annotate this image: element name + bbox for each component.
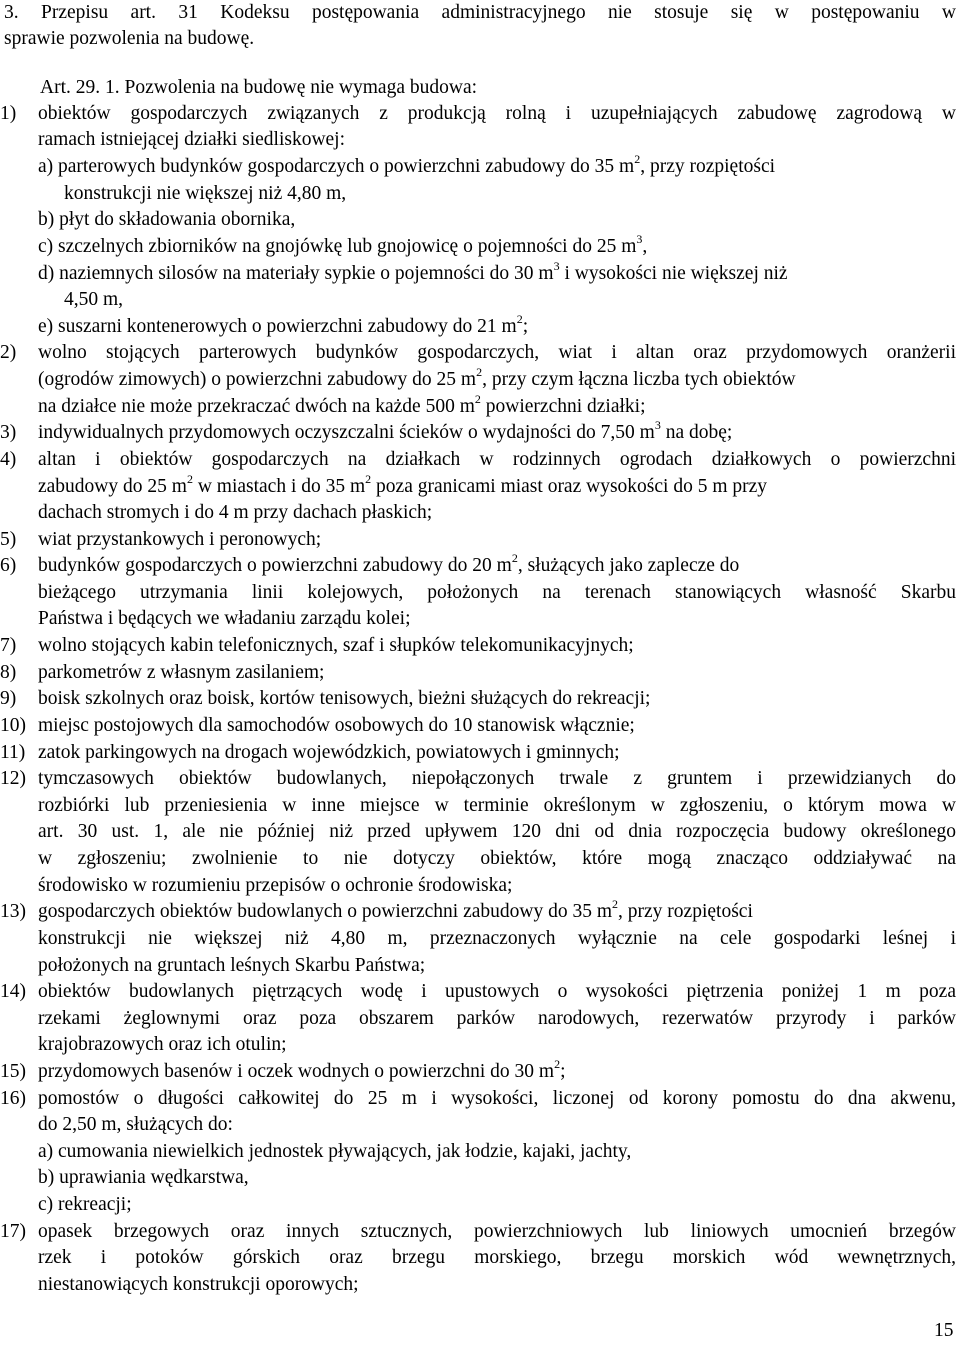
item-number: 8) — [0, 662, 17, 683]
item-text: ramach istniejącej działki siedliskowej: — [38, 129, 346, 150]
item-text: środowisko w rozumieniu przepisów o ochronie środowiska; — [38, 875, 513, 896]
item-text: rzekami żeglownymi oraz poza obszarem parków narodowych, rezerwatów przyrody i parków — [38, 1008, 956, 1029]
item-text: boisk szkolnych oraz boisk, kortów tenisowych, bieżni służących do rekreacji; — [38, 688, 651, 709]
sub-item: c) rekreacji; — [38, 1194, 132, 1215]
item-text: (ogrodów zimowych) o powierzchni zabudowy do 25 $m^2$, przy czym łączna liczba tych obiektów — [38, 364, 796, 390]
item-number: 13) — [0, 901, 26, 922]
sub-item-text: konstrukcji nie większej niż 4,80 m, — [64, 183, 347, 204]
item-number: 14) — [0, 981, 26, 1002]
sub-item: b) płyt do składowania obornika, — [38, 209, 296, 230]
item-text: na działce nie może przekraczać dwóch na każde 500 $m^2$ powierzchni działki; — [38, 391, 646, 417]
sub-item: e) suszarni kontenerowych o powierzchni zabudowy do 21 $m^2$; — [38, 311, 529, 337]
item-text: Państwa i będących we władaniu zarządu kolei; — [38, 608, 411, 629]
item-number: 1) — [0, 103, 17, 124]
item-number: 15) — [0, 1061, 26, 1082]
item-number: 12) — [0, 768, 26, 789]
item-text: położonych na gruntach leśnych Skarbu Państwa; — [38, 955, 426, 976]
item-number: 11) — [0, 742, 26, 763]
item-text: rozbiórki lub przeniesienia w inne miejsce w terminie określonym w zgłoszeniu, o którym mowa w — [38, 795, 956, 816]
item-number: 6) — [0, 555, 17, 576]
item-text: przydomowych basenów i oczek wodnych o powierzchni do 30 $m^2$; — [38, 1056, 566, 1082]
item-text: do 2,50 m, służących do: — [38, 1114, 233, 1135]
item-text: bieżącego utrzymania linii kolejowych, położonych na terenach stanowiących własność Skarbu — [38, 582, 956, 603]
item-number: 9) — [0, 688, 17, 709]
item-text: budynków gospodarczych o powierzchni zabudowy do 20 $m^2$, służących jako zaplecze do — [38, 550, 740, 576]
item-text: w zgłoszeniu; zwolnienie to nie dotyczy obiektów, które mogą znacząco oddziaływać na — [38, 848, 956, 869]
item-text: indywidualnych przydomowych oczyszczalni ścieków o wydajności do 7,50 $m^3$ na dobę; — [38, 417, 733, 443]
item-text: zabudowy do 25 $m^2$ w miastach i do 35 $m^2$ poza granicami miast oraz wysokości do 5 m przy — [38, 471, 768, 497]
article-heading: Art. 29. 1. Pozwolenia na budowę nie wymaga budowa: — [40, 77, 478, 98]
item-number: 3) — [0, 422, 17, 443]
item-number: 7) — [0, 635, 17, 656]
item-text: gospodarczych obiektów budowlanych o powierzchni zabudowy do 35 $m^2$, przy rozpiętości — [38, 896, 753, 922]
item-text: krajobrazowych oraz ich otulin; — [38, 1034, 287, 1055]
item-number: 5) — [0, 529, 17, 550]
sub-item-text: 4,50 m, — [64, 289, 124, 310]
item-number: 4) — [0, 449, 17, 470]
item-text: art. 30 ust. 1, ale nie później niż przed upływem 120 dni od dnia rozpoczęcia budowy określonego — [38, 821, 956, 842]
item-text: obiektów gospodarczych związanych z produkcją rolną i uzupełniających zabudowę zagrodową w — [38, 103, 956, 124]
intro-line: sprawie pozwolenia na budowę. — [4, 28, 255, 49]
intro-line: 3. Przepisu art. 31 Kodeksu postępowania administracyjnego nie stosuje się w postępowaniu w — [4, 2, 956, 23]
item-text: obiektów budowlanych piętrzących wodę i upustowych o wysokości piętrzenia poniżej 1 m poza — [38, 981, 956, 1002]
page-number: 15 — [934, 1320, 954, 1341]
item-text: rzek i potoków górskich oraz brzegu morskiego, brzegu morskich wód wewnętrznych, — [38, 1247, 956, 1268]
item-text: zatok parkingowych na drogach wojewódzkich, powiatowych i gminnych; — [38, 742, 620, 763]
item-text: konstrukcji nie większej niż 4,80 m, przeznaczonych wyłącznie na cele gospodarki leśnej i — [38, 928, 956, 949]
sub-item: b) uprawiania wędkarstwa, — [38, 1167, 249, 1188]
item-number: 2) — [0, 342, 17, 363]
item-text: altan i obiektów gospodarczych na działkach w rodzinnych ogrodach działkowych o powierzchni — [38, 449, 956, 470]
item-number: 10) — [0, 715, 26, 736]
item-text: dachach stromych i do 4 m przy dachach płaskich; — [38, 502, 433, 523]
item-text: wiat przystankowych i peronowych; — [38, 529, 322, 550]
item-number: 17) — [0, 1221, 26, 1242]
item-number: 16) — [0, 1088, 26, 1109]
sub-item: a) cumowania niewielkich jednostek pływających, jak łodzie, kajaki, jachty, — [38, 1141, 632, 1162]
sub-item: d) naziemnych silosów na materiały sypkie o pojemności do 30 $m^3$ i wysokości nie większej niż — [38, 258, 788, 284]
item-text: opasek brzegowych oraz innych sztucznych, powierzchniowych lub liniowych umocnień brzegów — [38, 1221, 956, 1242]
sub-item: a) parterowych budynków gospodarczych o powierzchni zabudowy do 35 $m^2$, przy rozpiętości — [38, 151, 776, 177]
item-text: wolno stojących parterowych budynków gospodarczych, wiat i altan oraz przydomowych oranżerii — [38, 342, 956, 363]
item-text: niestanowiących konstrukcji oporowych; — [38, 1274, 359, 1295]
item-text: wolno stojących kabin telefonicznych, szaf i słupków telekomunikacyjnych; — [38, 635, 634, 656]
item-text: miejsc postojowych dla samochodów osobowych do 10 stanowisk włącznie; — [38, 715, 635, 736]
item-text: tymczasowych obiektów budowlanych, niepołączonych trwale z gruntem i przewidzianych do — [38, 768, 956, 789]
item-text: pomostów o długości całkowitej do 25 m i wysokości, liczonej od korony pomostu do dna akwenu, — [38, 1088, 956, 1109]
item-text: parkometrów z własnym zasilaniem; — [38, 662, 325, 683]
sub-item: c) szczelnych zbiorników na gnojówkę lub gnojowicę o pojemności do 25 $m^3$, — [38, 231, 648, 257]
